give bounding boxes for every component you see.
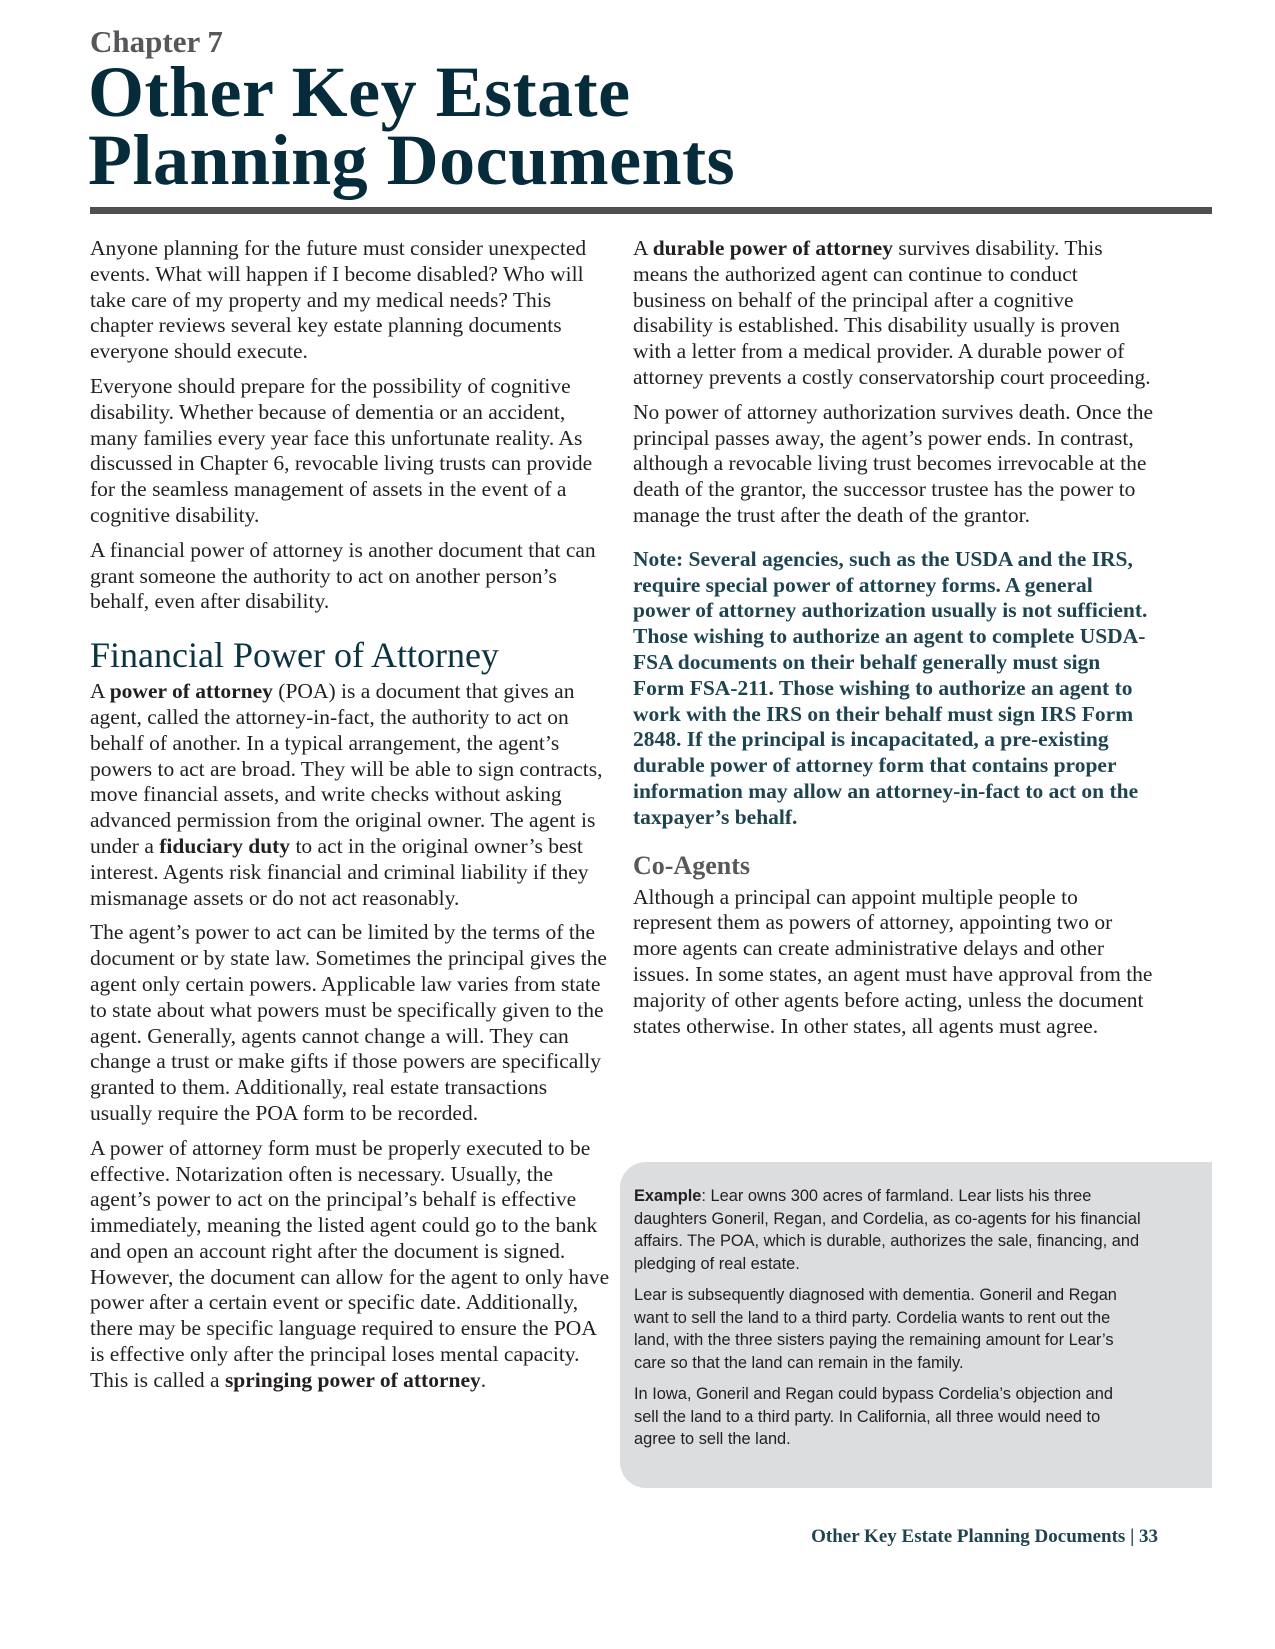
text: : Lear owns 300 acres of farmland. Lear lists his three daughters Goneril, Regan, and Cordelia, as co-agents for his financial affairs. The POA, which is durable, authorizes the sale, financing, and pledging of real estate.	[634, 1187, 1141, 1273]
paragraph-cognitive-disability: Everyone should prepare for the possibility of cognitive disability. Whether because of dementia or an accident, many families every year face this unfortunate reality. As discussed in Chapter 6, revocable living trusts can provide for the seamless management of assets in the event of a cognitive disability.	[90, 373, 593, 527]
text: A power of attorney form must be properly executed to be effective. Notarization often is necessary. Usually, the agent’s power to act on the principal’s behalf is effective immediately, meaning the listed agent could go to the bank and open an account right after the document is signed. However, the document can allow for the agent to only have power after a certain event or specific date. Additionally, there may be specific language required to ensure the POA is effective only after the principal loses mental capacity. This is called a	[90, 1135, 610, 1392]
title-line-1: Other Key Estate	[88, 52, 631, 132]
chapter-label: Chapter 7	[90, 24, 223, 59]
term-fiduciary-duty: fiduciary duty	[159, 833, 291, 858]
note-callout: Note: Several agencies, such as the USDA and the IRS, require special power of attorney forms. A general power of attorney authorization usually is not sufficient. Those wishing to authorize an agent to complete USDA-FSA documents on their behalf generally must sign Form FSA-211. Those wishing to authorize an agent to work with the IRS on their behalf must sign IRS Form 2848. If the principal is incapacitated, a pre-existing durable power of attorney form that contains proper information may allow an attorney-in-fact to act on the taxpayer’s behalf.	[633, 546, 1148, 829]
example-paragraph-3: In Iowa, Goneril and Regan could bypass Cordelia’s objection and sell the land to a third party. In California, all three would need to agree to sell the land.	[634, 1385, 1113, 1448]
paragraph-death: No power of attorney authorization survives death. Once the principal passes away, the agent’s power ends. In contrast, although a revocable living trust becomes irrevocable at the death of the grantor, the successor trustee has the power to manage the trust after the death of the grantor.	[633, 399, 1154, 527]
page-footer	[811, 1526, 1158, 1548]
text: A	[90, 679, 110, 704]
section-heading-co-agents: Co-Agents	[633, 850, 750, 880]
term-power-of-attorney: power of attorney	[109, 679, 273, 704]
paragraph-execution	[90, 1136, 610, 1394]
title-divider	[90, 207, 1212, 214]
example-paragraph-2: Lear is subsequently diagnosed with dementia. Goneril and Regan want to sell the land to a third party. Cordelia wants to rent out the land, with the three sisters paying the remaining amount for Lear’s care so that the land can remain in the family.	[634, 1286, 1117, 1372]
section-heading-financial-poa: Financial Power of Attorney	[90, 635, 499, 676]
paragraph-co-agents: Although a principal can appoint multiple people to represent them as powers of attorney, appointing two or more agents can create administrative delays and other issues. In some states, an agent must have approval from the majority of other agents before acting, unless the document states otherwise. In other states, all agents must agree.	[633, 884, 1153, 1038]
page-title	[88, 52, 736, 200]
running-title: Other Key Estate Planning Documents	[811, 1526, 1126, 1547]
text: A	[633, 236, 653, 260]
paragraph-financial-poa-intro: A financial power of attorney is another document that can grant someone the authority to act on another person’s behalf, even after disability.	[90, 537, 596, 614]
footer-separator: |	[1125, 1526, 1139, 1547]
paragraph-durable-poa	[633, 236, 1153, 391]
right-column	[633, 236, 1153, 1048]
paragraph-intro: Anyone planning for the future must consider unexpected events. What will happen if I become disabled? Who will take care of my property and my medical needs? This chapter reviews several key estate planning documents everyone should execute.	[90, 236, 587, 364]
term-springing-poa: springing power of attorney	[224, 1367, 481, 1392]
term-durable-poa: durable power of attorney	[652, 236, 893, 260]
title-line-2: Planning Documents	[88, 120, 736, 200]
example-box	[620, 1162, 1212, 1488]
example-paragraph-1	[634, 1185, 1142, 1275]
text: to act in the original owner’s best interest. Agents risk financial and criminal liability if they mismanage assets or do not act reasonably.	[90, 833, 589, 910]
paragraph-poa-definition	[90, 679, 610, 911]
example-label: Example	[634, 1187, 702, 1205]
left-column	[90, 236, 610, 1403]
text: survives disability. This means the authorized agent can continue to conduct business on behalf of the principal after a cognitive disability is established. This disability usually is proven with a letter from a medical provider. A durable power of attorney prevents a costly conservatorship court proceeding.	[633, 236, 1151, 389]
page-number: 33	[1139, 1526, 1158, 1547]
text: .	[480, 1367, 487, 1392]
paragraph-agent-limits: The agent’s power to act can be limited by the terms of the document or by state law. Sometimes the principal gives the agent only certain powers. Applicable law varies from state to state about what powers must be specifically given to the agent. Generally, agents cannot change a will. They can change a trust or make gifts if those powers are specifically granted to them. Additionally, real estate transactions usually require the POA form to be recorded.	[90, 920, 607, 1125]
text: (POA) is a document that gives an agent, called the attorney-in-fact, the authority to act on behalf of another. In a typical arrangement, the agent’s powers to act are broad. They will be able to sign contracts, move financial assets, and write checks without asking advanced permission from the original owner. The agent is under a	[90, 679, 603, 858]
